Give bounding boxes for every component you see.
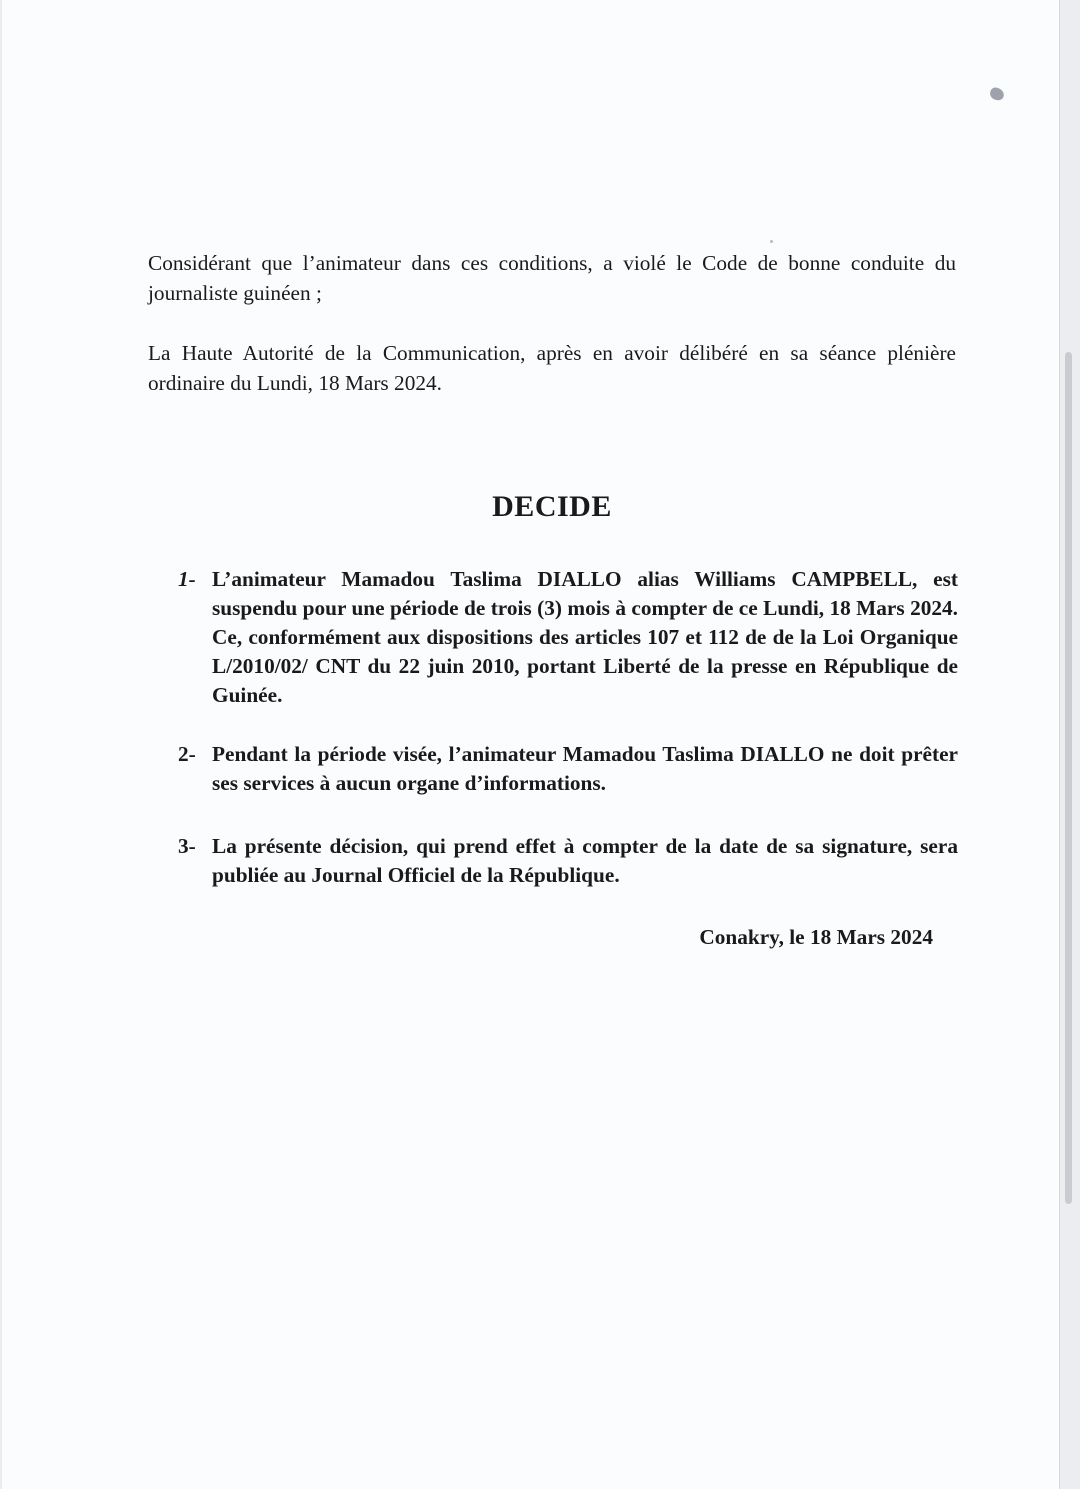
decision-heading: DECIDE <box>492 490 612 523</box>
decision-item-3 <box>178 832 958 890</box>
scrollbar-thumb[interactable] <box>1065 352 1072 1204</box>
ink-speck <box>770 240 773 243</box>
document-page <box>2 0 1060 1489</box>
item-text: L’animateur Mamadou Taslima DIALLO alias Williams CAMPBELL, est suspendu pour une période de trois (3) mois à compter de ce Lundi, 18 Mars 2024. Ce, conformément aux dispositions des articles 107 et 112 de de la Loi Organique L/2010/02/ CNT du 22 juin 2010, portant Liberté de la presse en République de Guinée. <box>212 567 958 707</box>
item-number: 2- <box>178 742 196 766</box>
place-date: Conakry, le 18 Mars 2024 <box>699 925 933 949</box>
decision-item-1 <box>178 565 958 710</box>
item-text: La présente décision, qui prend effet à compter de la date de sa signature, sera publiée au Journal Officiel de la République. <box>212 834 958 887</box>
item-number: 1- <box>178 567 196 591</box>
ink-smudge <box>988 86 1005 102</box>
considerant-paragraph: Considérant que l’animateur dans ces conditions, a violé le Code de bonne conduite du journaliste guinéen ; <box>148 251 956 305</box>
item-number: 3- <box>178 834 196 858</box>
deliberation-paragraph: La Haute Autorité de la Communication, après en avoir délibéré en sa séance plénière ordinaire du Lundi, 18 Mars 2024. <box>148 341 956 395</box>
decision-item-2 <box>178 740 958 798</box>
item-text: Pendant la période visée, l’animateur Mamadou Taslima DIALLO ne doit prêter ses services à aucun organe d’informations. <box>212 742 958 795</box>
